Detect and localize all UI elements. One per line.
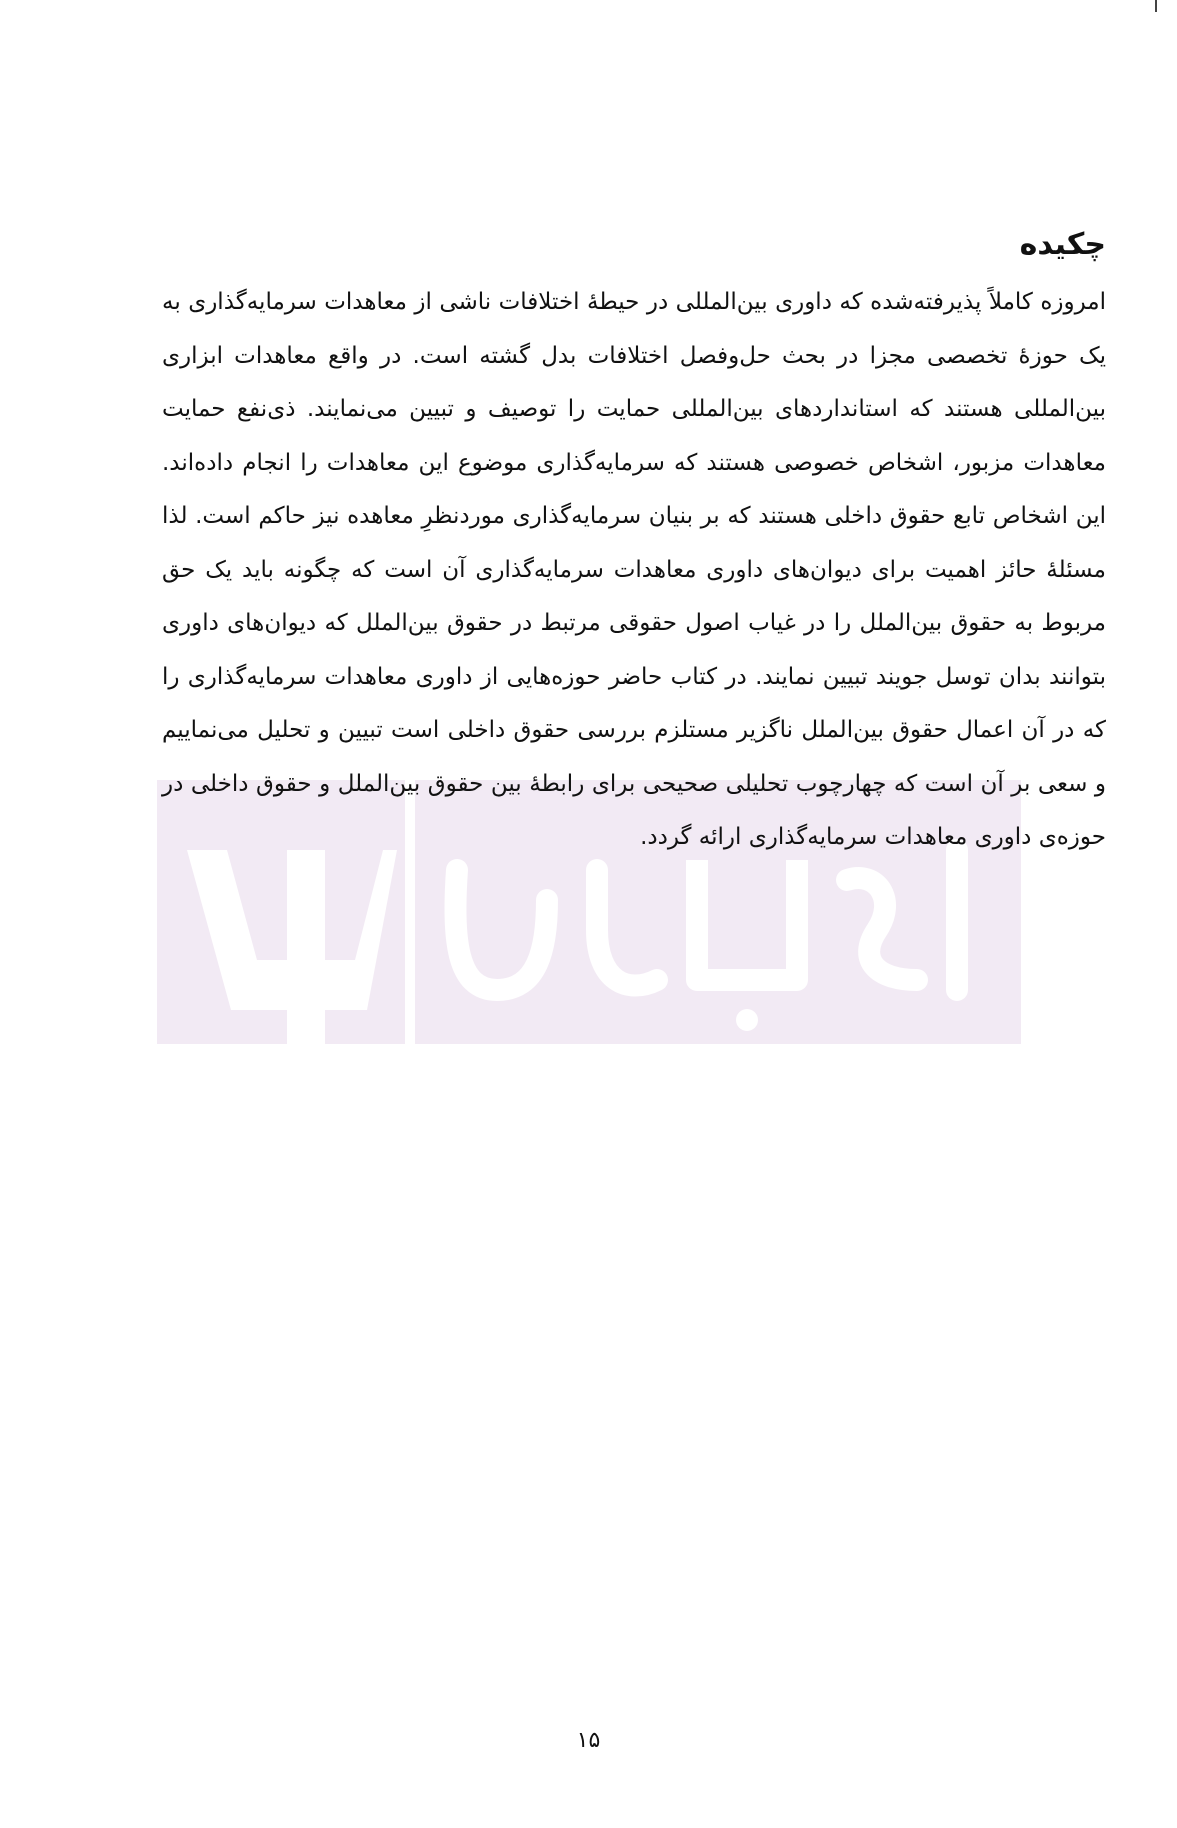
abstract-heading: چکیده [1019, 227, 1106, 262]
page-edge-mark [1155, 0, 1157, 12]
abstract-section [162, 218, 1106, 865]
abstract-paragraph: امروزه کاملاً پذیرفته‌شده که داوری بین‌المللی در حیطهٔ اختلافات ناشی از معاهدات سرمایه‌گذاری به یک حوزهٔ تخصصی مجزا در بحث حل‌وفصل اختلافات بدل گشته است. در واقع معاهدات ابزاری بین‌المللی هستند که استانداردهای بین‌المللی حمایت را توصیف و تبیین می‌نمایند. ذی‌نفع حمایت معاهدات مزبور، اشخاص خصوصی هستند که سرمایه‌گذاری موضوع این معاهدات را انجام داده‌اند. این اشخاص تابع حقوق داخلی هستند که بر بنیان سرمایه‌گذاری موردنظرِ معاهده نیز حاکم است. لذا مسئلهٔ حائز اهمیت برای دیوان‌های داوری معاهدات سرمایه‌گذاری آن است که چگونه باید یک حق مربوط به حقوق بین‌الملل را در غیاب اصول حقوقی مرتبط در حقوق بین‌الملل که دیوان‌های داوری بتوانند بدان توسل جویند تبیین نمایند. در کتاب حاضر حوزه‌هایی از داوری معاهدات سرمایه‌گذاری را که در آن اعمال حقوق بین‌الملل ناگزیر مستلزم بررسی حقوق داخلی است تبیین و تحلیل می‌نماییم و سعی بر آن است که چهارچوب تحلیلی صحیحی برای رابطهٔ بین حقوق بین‌الملل و حقوق داخلی در حوزه‌ی داوری معاهدات سرمایه‌گذاری ارائه گردد. [162, 289, 1106, 850]
page-number: ۱۵ [576, 1728, 601, 1753]
